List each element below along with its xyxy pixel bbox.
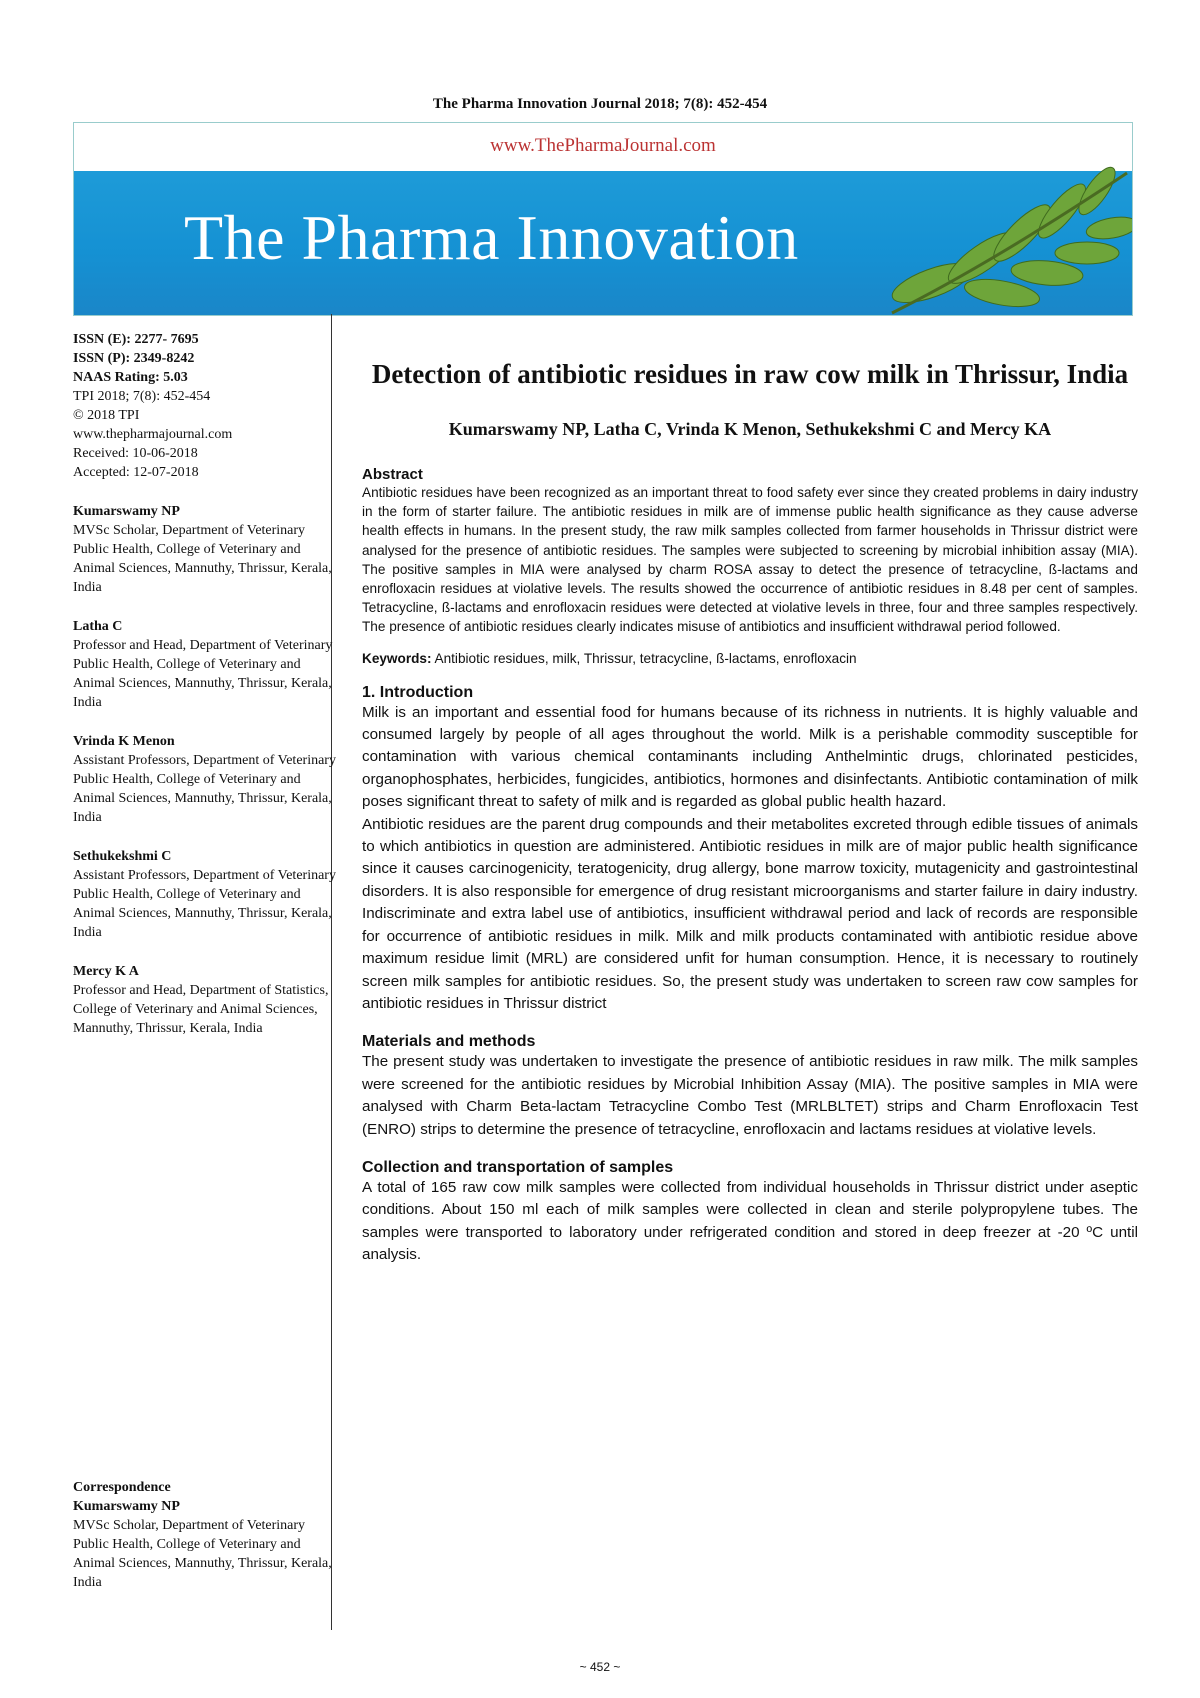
naas-rating: NAAS Rating: 5.03 bbox=[73, 370, 188, 385]
correspondence-label: Correspondence bbox=[73, 1480, 171, 1495]
leaf-icon bbox=[872, 163, 1132, 315]
intro-paragraph-2: Antibiotic residues are the parent drug compounds and their metabolites excreted through edible tissues of animals to which antibiotics in question are administered. Antibiotic residues in milk are of major public health significance since it causes carcinogenicity, teratogenicity, drug allergy, bone marrow toxicity, mutagenicity and gastrointestinal disorders. It is also responsible for emergence of drug resistant microorganisms and starter failure in dairy industry. Indiscriminate and extra label use of antibiotics, insufficient withdrawal period and lack of records are responsible for occurrence of antibiotic residues in milk. Milk and milk products contaminated with antibiotic residue above maximum residue limit (MRL) are considered unfit for human consumption. Hence, it is necessary to routinely screen milk samples for antibiotic residues. So, the present study was undertaken to screen raw cow samples for antibiotic residues in Thrissur district bbox=[362, 815, 1138, 1012]
article-authors: Kumarswamy NP, Latha C, Vrinda K Menon, Sethukekshmi C and Mercy KA bbox=[448, 419, 1052, 439]
banner-title: The Pharma Innovation bbox=[184, 202, 799, 273]
correspondence bbox=[73, 1478, 333, 1592]
copyright: © 2018 TPI bbox=[73, 408, 140, 423]
journal-website: www.thepharmajournal.com bbox=[73, 427, 233, 442]
collection-heading: Collection and transportation of samples bbox=[362, 1158, 674, 1176]
issn-e: ISSN (E): 2277- 7695 bbox=[73, 332, 199, 347]
author-affiliation bbox=[73, 962, 343, 1038]
correspondence-name: Kumarswamy NP bbox=[73, 1499, 180, 1514]
author-name: Vrinda K Menon bbox=[73, 734, 175, 749]
author-affiliation-text: MVSc Scholar, Department of Veterinary Public Health, College of Veterinary and Animal Sciences, Mannuthy, Thrissur, Kerala, India bbox=[73, 523, 332, 595]
author-affiliation-text: Professor and Head, Department of Veterinary Public Health, College of Veterinary and Animal Sciences, Mannuthy, Thrissur, Kerala, India bbox=[73, 638, 333, 710]
accepted-date: Accepted: 12-07-2018 bbox=[73, 465, 199, 480]
author-affiliation bbox=[73, 732, 343, 827]
issn-p: ISSN (P): 2349-8242 bbox=[73, 351, 195, 366]
journal-header: The Pharma Innovation Journal 2018; 7(8): 452-454 bbox=[432, 96, 768, 112]
collection-paragraph: A total of 165 raw cow milk samples were collected from individual households in Thrissur district under aseptic conditions. About 150 ml each of milk samples were collected in clean and sterile polypropylene tubes. The samples were transported to laboratory under refrigerated condition and stored in deep freezer at -20 ºC until analysis. bbox=[362, 1178, 1138, 1264]
author-name: Latha C bbox=[73, 619, 123, 634]
tpi-ref: TPI 2018; 7(8): 452-454 bbox=[73, 389, 211, 404]
author-affiliation-text: Professor and Head, Department of Statistics, College of Veterinary and Animal Sciences, Mannuthy, Thrissur, Kerala, India bbox=[73, 983, 329, 1036]
abstract-text: Antibiotic residues have been recognized as an important threat to food safety ever since they created problems in dairy industry in the form of starter failure. The antibiotic residues in milk are of immense public health significance as they cause adverse health effects in humans. In the present study, the raw milk samples collected from farmer households in Thrissur district were analysed for the presence of antibiotic residues. The samples were subjected to screening by microbial inhibition assay (MIA). The positive samples in MIA were analysed by charm ROSA assay to detect the presence of tetracycline, ß-lactams and enrofloxacin residues at violative levels. The results showed the occurrence of antibiotic residues in 8.48 per cent of samples. Tetracycline, ß-lactams and enrofloxacin residues were detected at violative levels in three, four and three samples respectively. The presence of antibiotic residues clearly indicates misuse of antibiotics and insufficient withdrawal period followed. bbox=[362, 485, 1138, 635]
correspondence-affiliation: MVSc Scholar, Department of Veterinary Public Health, College of Veterinary and Animal Sciences, Mannuthy, Thrissur, Kerala, India bbox=[73, 1518, 332, 1590]
author-affiliation-text: Assistant Professors, Department of Veterinary Public Health, College of Veterinary and Animal Sciences, Mannuthy, Thrissur, Kerala, India bbox=[73, 868, 336, 940]
author-affiliation bbox=[73, 617, 343, 712]
author-name: Sethukekshmi C bbox=[73, 849, 172, 864]
author-affiliation-text: Assistant Professors, Department of Veterinary Public Health, College of Veterinary and Animal Sciences, Mannuthy, Thrissur, Kerala, India bbox=[73, 753, 336, 825]
author-name: Kumarswamy NP bbox=[73, 504, 180, 519]
article-body bbox=[362, 358, 1138, 1267]
article-title: Detection of antibiotic residues in raw cow milk in Thrissur, India bbox=[371, 359, 1129, 389]
received-date: Received: 10-06-2018 bbox=[73, 446, 198, 461]
sidebar bbox=[73, 330, 343, 1058]
keywords bbox=[362, 651, 1138, 666]
journal-banner bbox=[73, 122, 1133, 316]
banner-url: www.ThePharmaJournal.com bbox=[490, 135, 716, 156]
author-affiliation bbox=[73, 502, 343, 597]
page-number: ~ 452 ~ bbox=[579, 1660, 621, 1674]
keywords-list: Antibiotic residues, milk, Thrissur, tetracycline, ß-lactams, enrofloxacin bbox=[434, 650, 857, 666]
sidebar-meta bbox=[73, 330, 343, 482]
abstract-heading: Abstract bbox=[362, 466, 423, 483]
methods-paragraph: The present study was undertaken to investigate the presence of antibiotic residues in raw milk. The milk samples were screened for the antibiotic residues by Microbial Inhibition Assay (MIA). The positive samples in MIA were analysed with Charm Beta-lactam Tetracycline Combo Test (MRLBLTET) strips and Charm Enrofloxacin Test (ENRO) strips to determine the presence of tetracycline, enrofloxacin and lactams residues at violative levels. bbox=[362, 1053, 1138, 1138]
author-name: Mercy K A bbox=[73, 964, 139, 979]
methods-heading: Materials and methods bbox=[362, 1033, 536, 1051]
intro-paragraph-1: Milk is an important and essential food for humans because of its richness in nutrients. It is highly valuable and consumed largely by people of all ages throughout the world. Milk is a perishable commodity susceptible for contamination with various chemical contaminants including Anthelmintic drugs, chlorinated pesticides, organophosphates, herbicides, fungicides, antibiotics, hormones and disinfectants. Antibiotic contamination of milk poses significant threat to safety of milk and is regarded as global public health hazard. bbox=[362, 703, 1138, 811]
intro-heading: 1. Introduction bbox=[362, 683, 474, 701]
keywords-label: Keywords: bbox=[362, 650, 432, 666]
author-affiliation bbox=[73, 847, 343, 942]
